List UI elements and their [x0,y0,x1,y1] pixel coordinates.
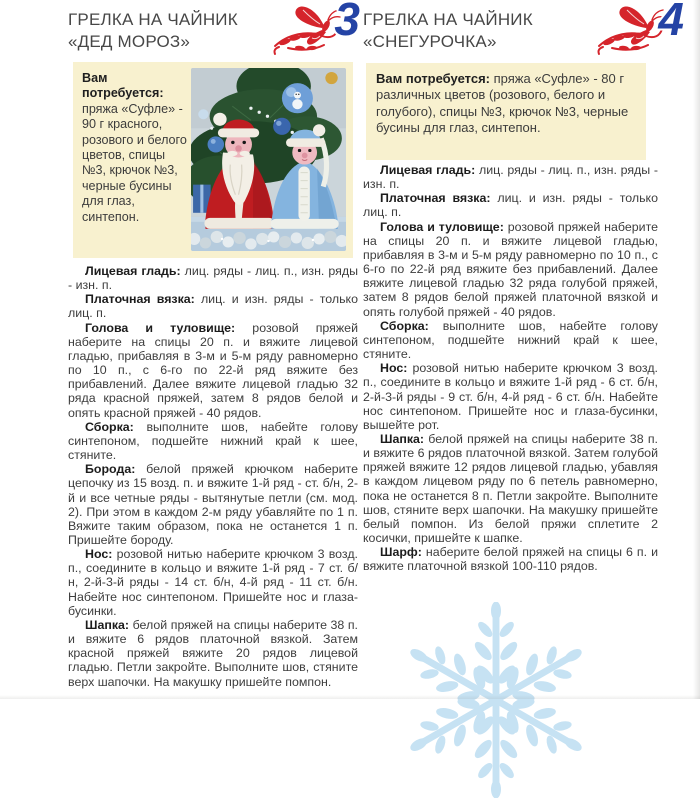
pattern-paragraph [363,163,658,191]
pattern-paragraph [363,545,658,573]
pattern-paragraph [68,547,358,618]
pattern-paragraph [363,432,658,545]
materials-text: пряжа «Суфле» - 90 г красного, розового и белого цветов, спицы №3, крючок №3, черные бусины для глаз, синтепон. [82,101,187,224]
paragraph-label: Голова и туловище: [85,320,236,335]
right-article-body [363,163,658,574]
paragraph-text: белой пряжей на спицы наберите 38 п. и вяжите 6 рядов платочной вязкой. Затем голубой пряжей вяжите 12 рядов лицевой гладью, убавляя в каждом лицевом ряду по 6 петель равномерно, пока не останется 8 п. Петли закройте. Выполните шов, стяните верх шапочки. На макушку пришейте белый помпон. Из белой пряжи сплетите 2 косички, пришейте к шапке. [363,431,658,546]
paragraph-text: белой пряжей крючком наберите цепочку из 15 возд. п. и вяжите 1-й ряд - ст. б/н, 2-й и все четные ряды - вытянутые петли (см. мод. 2). При этом в каждом 2-м ряду убавляйте по 1 п. Вяжите таким образом, пока не останется 1 п. Пришейте бороду. [68,462,358,547]
pattern-paragraph [68,618,358,689]
right-title-line1: ГРЕЛКА НА ЧАЙНИК [363,10,533,29]
pattern-paragraph [68,321,358,420]
right-article-title [363,9,533,52]
paragraph-label: Платочная вязка: [85,292,195,307]
paragraph-label: Голова и туловище: [380,219,504,234]
materials-label: Вам потребуется: [376,71,490,86]
scan-edge-shadow-bottom [0,695,700,699]
right-title-line2: «СНЕГУРОЧКА» [363,31,497,51]
paragraph-label: Шапка: [380,431,425,446]
paragraph-text: розовой нитью наберите крючком 3 возд. п., соедините в кольцо и вяжите 1-й ряд - 7 ст. б/н, 2-й-3-й ряды - 14 ст. б/н, 4-й ряд - 11 ст. б/н. Набейте нос синтепоном. Пришейте нос и глаза-бусинки. [68,547,358,618]
materials-text: пряжа «Суфле» - 80 г различных цветов (розового, белого и голубого), спицы №3, крючок №3, черные бусины для глаз, синтепон. [376,71,629,136]
left-materials-text-block [73,62,189,258]
paragraph-text: лиц. ряды - лиц. п., изн. ряды - изн. п. [363,163,658,192]
right-article-number: 4 [658,0,684,45]
paragraph-label: Платочная вязка: [380,191,491,206]
left-title-line2: «ДЕД МОРОЗ» [68,31,191,51]
knitted-santa-and-snegurochka-photo [191,68,346,251]
pattern-paragraph [68,420,358,462]
snowflake-icon [398,602,594,798]
pattern-paragraph [363,191,658,219]
paragraph-text: розовой пряжей наберите на спицы 20 п. и вяжите лицевой гладью, прибавляя в 3-м и 5-м ряду равномерно по 10 п., с 6-го по 22-й ряд вяжите без прибавлений. Далее вяжите лицевой гладью 32 ряда голубой пряжей, затем 8 рядов белой пряжей платочной вязкой и опять голубой пряжей - 40 рядов. [363,219,658,319]
left-article-title [68,9,238,52]
right-article-number-ornament [594,0,684,56]
paragraph-text: белой пряжей на спицы наберите 38 п. и вяжите 6 рядов платочной вязкой. Затем красной пряжей вяжите 20 рядов лицевой гладью. Петли закройте. Выполните шов, стяните верх шапочки. На макушку пришейте помпон. [68,617,358,689]
paragraph-label: Сборка: [380,318,429,333]
left-article-number-ornament [270,0,360,56]
paragraph-label: Шапка: [85,617,130,632]
pattern-paragraph [363,220,658,319]
left-materials-panel [73,62,353,258]
paragraph-label: Нос: [380,361,408,376]
paragraph-label: Лицевая гладь: [380,163,476,177]
left-title-line1: ГРЕЛКА НА ЧАЙНИК [68,10,238,29]
pattern-paragraph [363,319,658,361]
left-article-body [68,264,358,689]
paragraph-text: розовой нитью наберите крючком 3 возд. п., соедините в кольцо и вяжите 1-й ряд - 6 ст. б/н, 2-й-3-й ряды - 9 ст. б/н, 4-й ряд - 6 ст. б/н. Набейте нос синтепоном. Пришейте нос и глаза-бусинки, вышейте рот. [363,361,658,432]
paragraph-text: выполните шов, набейте голову синтепоном, подшейте нижний край к шее, стяните. [68,419,358,463]
paragraph-text: лиц. ряды - лиц. п., изн. ряды - изн. п. [68,264,358,293]
right-materials-panel [366,63,646,160]
paragraph-label: Сборка: [85,419,134,434]
paragraph-text: лиц. и изн. ряды - только лиц. п. [68,292,359,321]
photo-frame [189,62,353,258]
paragraph-label: Нос: [85,547,113,562]
paragraph-text: лиц. и изн. ряды - только лиц. п. [363,191,658,220]
paragraph-label: Шарф: [380,545,422,560]
paragraph-text: выполните шов, набейте голову синтепоном, подшейте нижний край к шее, стяните. [363,318,658,362]
left-article-number: 3 [334,0,360,45]
pattern-paragraph [68,462,358,547]
scan-edge-shadow-right [693,0,700,699]
paragraph-label: Лицевая гладь: [85,264,181,278]
materials-label: Вам потребуется: [82,71,164,101]
paragraph-label: Борода: [85,462,136,477]
paragraph-text: розовой пряжей наберите на спицы 20 п. и вяжите лицевой гладью, прибавляя в 3-м и 5-м ряду равномерно по 10 п., с 6-го по 22-й ряд вяжите без прибавлений. Далее вяжите лицевой гладью 32 ряда красной пряжей, затем 8 рядов белой и опять красной пряжей - 40 рядов. [68,320,358,420]
pattern-paragraph [363,361,658,432]
paragraph-text: наберите белой пряжей на спицы 6 п. и вяжите платочной вязкой 100-110 рядов. [363,545,658,574]
pattern-paragraph [68,264,358,292]
pattern-paragraph [68,292,358,320]
